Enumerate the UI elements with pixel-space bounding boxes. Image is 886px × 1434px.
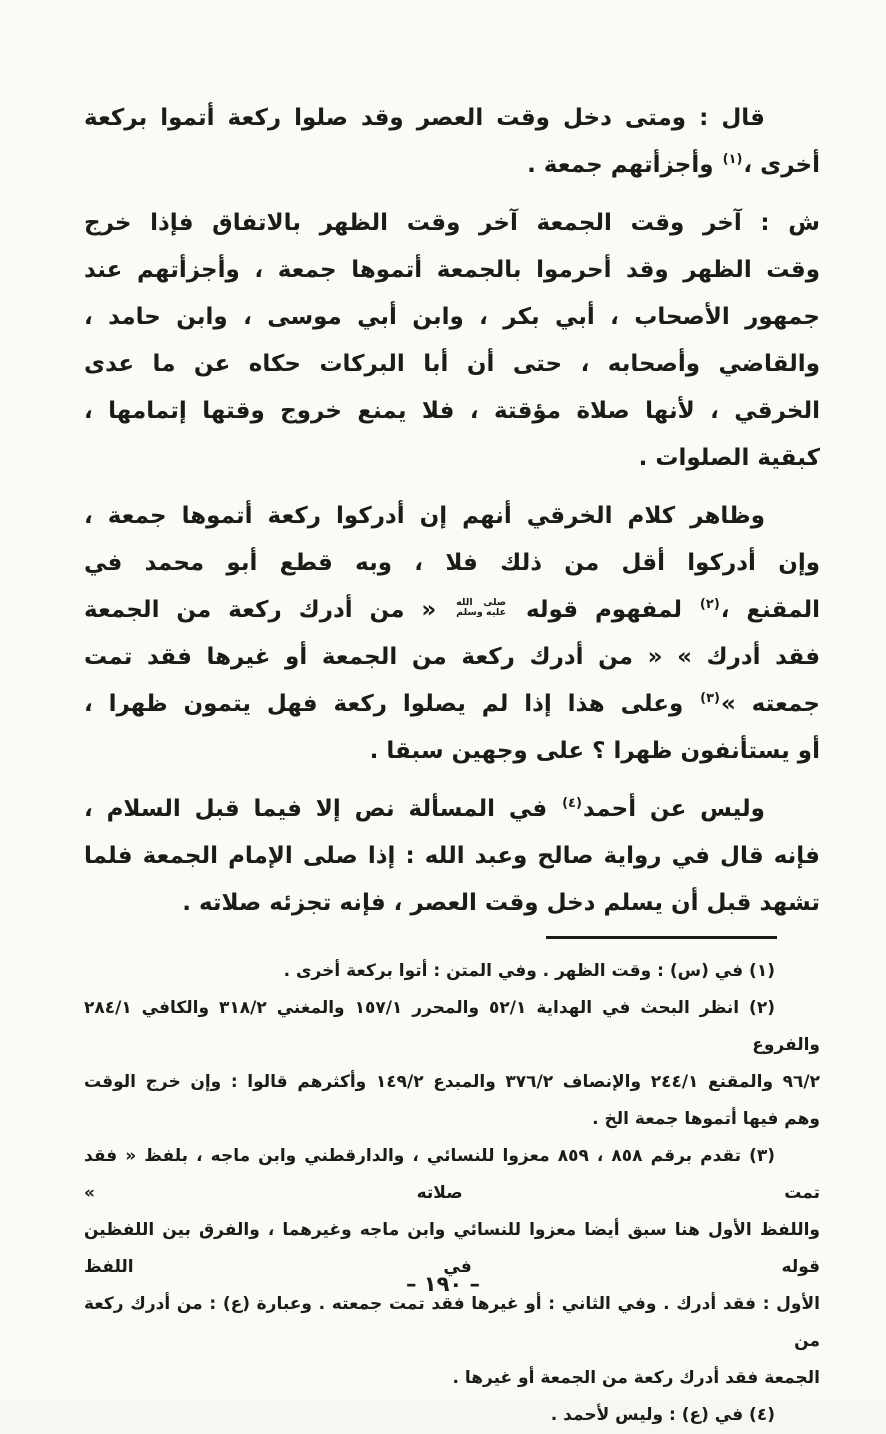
text-segment: في المسألة نص إلا فيما قبل السلام ، [84,796,562,822]
text-line [84,200,820,247]
text-line [84,435,820,482]
text-line [84,341,820,388]
text-segment: فإنه قال في رواية صالح وعبد الله : إذا صلى الإمام الجمعة فلما [84,843,820,869]
body-text [84,95,820,938]
footnote-line: الأول : فقد أدرك . وفي الثاني : أو غيرها فقد تمت جمعته . وعبارة (ع) : من أدرك ركعة من [84,1294,820,1351]
footnote-line: وهم فيها أتموها جمعة الخ . [592,1109,820,1129]
text-segment: تشهد قبل أن يسلم دخل وقت العصر ، فإنه تجزئه صلاته . [182,890,820,916]
text-line [84,388,820,435]
footnote-marker: (٣) [700,691,720,706]
honorific-bottom: عليه وسلم [456,607,507,618]
text-line [84,681,820,728]
text-segment: جمهور الأصحاب ، أبي بكر ، وابن أبي موسى ، وابن حامد ، [84,304,820,330]
footnote-line: (٢) انظر البحث في الهداية ٥٢/١ والمحرر ١٥٧/١ والمغني ٣١٨/٢ والكافي ٢٨٤/١ والفروع [84,998,820,1055]
footnote [84,990,820,1138]
footnote-line: (٤) في (ع) : وليس لأحمد . [550,1405,775,1425]
footnotes-list [84,953,820,1434]
footnote-line: (١) في (س) : وقت الظهر . وفي المتن : أتوا بركعة أخرى . [283,961,775,981]
honorific-top: صلى الله [456,597,507,608]
footnote [84,1397,820,1434]
text-segment: « من أدرك ركعة من الجمعة [84,597,454,623]
text-segment: جمعته » [720,691,820,717]
text-line [84,247,820,294]
text-line [84,833,820,880]
text-line [84,95,820,142]
text-line [84,786,820,833]
text-segment: المقنع ، [720,597,821,623]
text-segment: أو يستأنفون ظهرا ؟ على وجهين سبقا . [369,738,820,764]
text-line [84,294,820,341]
text-segment: وأجزأتهم جمعة . [527,152,722,178]
footnote-separator [546,936,777,939]
text-segment: فقد أدرك » « من أدرك ركعة من الجمعة أو غيرها فقد تمت [84,644,820,670]
text-line [84,587,820,634]
body-paragraph [84,95,820,189]
text-segment: وليس عن أحمد [582,796,765,822]
text-segment: لمفهوم قوله [509,597,699,623]
honorific-salla-icon [456,598,506,618]
page-number: – ١٩٠ – [405,1272,481,1296]
footnote [84,1138,820,1397]
body-paragraph [84,200,820,482]
text-segment: وعلى هذا إذا لم يصلوا ركعة فهل يتمون ظهرا ، [84,691,700,717]
text-segment: وظاهر كلام الخرقي أنهم إن أدركوا ركعة أتموها جمعة ، [84,503,765,529]
text-segment: الخرقي ، لأنها صلاة مؤقتة ، فلا يمنع خروج وقتها إتمامها ، [84,398,820,424]
text-line [84,728,820,775]
footnote-marker: (٢) [699,597,720,612]
text-line [84,493,820,540]
footnote-line: (٣) تقدم برقم ٨٥٨ ، ٨٥٩ معزوا للنسائي ، والدارقطني وابن ماجه ، بلفظ « فقد تمت صلاته » [84,1146,820,1203]
text-line [84,634,820,681]
body-paragraph [84,493,820,775]
footnote [84,953,820,990]
text-line [84,880,820,927]
footnote-marker: (١) [722,152,743,167]
text-line [84,540,820,587]
footnote-line: ٩٦/٢ والمقنع ٢٤٤/١ والإنصاف ٣٧٦/٢ والمبدع ١٤٩/٢ وأكثرهم قالوا : وإن خرج الوقت [84,1072,820,1092]
text-segment: ش : آخر وقت الجمعة آخر وقت الظهر بالاتفاق فإذا خرج [84,210,820,236]
footnote-marker: (٤) [562,796,582,811]
text-segment: كبقية الصلوات . [638,445,820,471]
text-line [84,142,820,189]
footnote-line: واللفظ الأول هنا سبق أيضا معزوا للنسائي وابن ماجه وغيرهما ، والفرق بين اللفظين قوله في اللفظ [84,1220,820,1277]
text-segment: وإن أدركوا أقل من ذلك فلا ، وبه قطع أبو محمد في [84,550,820,576]
text-segment: أخرى ، [743,152,820,178]
body-paragraph [84,786,820,927]
text-segment: قال : ومتى دخل وقت العصر وقد صلوا ركعة أتموا بركعة [84,105,765,131]
text-segment: والقاضي وأصحابه ، حتى أن أبا البركات حكاه عن ما عدى [84,351,820,377]
footnote-line: الجمعة فقد أدرك ركعة من الجمعة أو غيرها . [452,1368,820,1388]
footnotes-section [84,936,820,1434]
text-segment: وقت الظهر وقد أحرموا بالجمعة أتموها جمعة ، وأجزأتهم عند [84,257,820,283]
